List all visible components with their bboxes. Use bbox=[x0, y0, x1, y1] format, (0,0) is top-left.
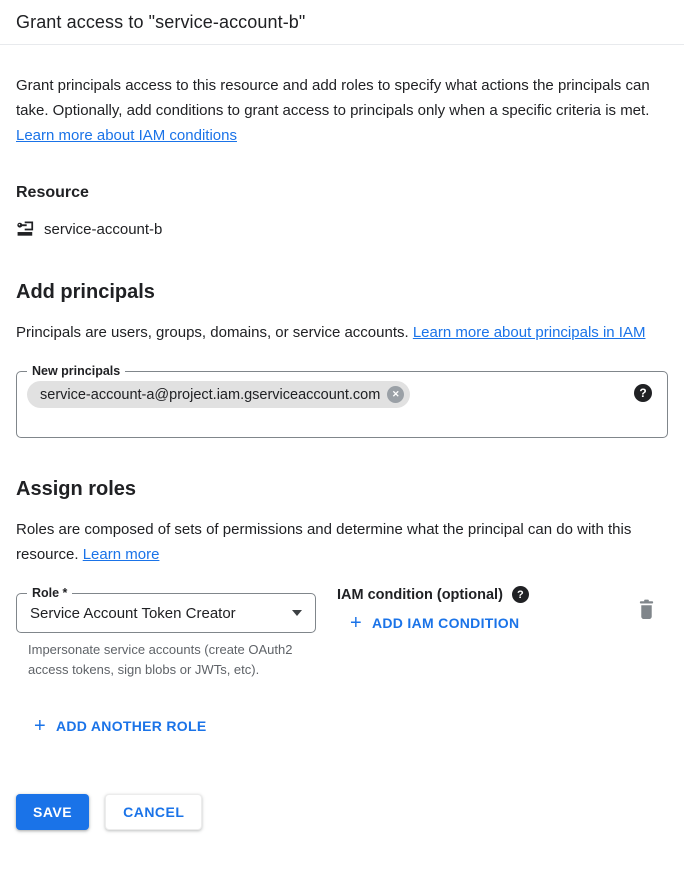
dialog-content bbox=[0, 73, 684, 847]
cancel-button[interactable]: CANCEL bbox=[105, 794, 202, 830]
remove-principal-icon[interactable]: ✕ bbox=[387, 386, 404, 403]
dialog-title: Grant access to "service-account-b" bbox=[16, 11, 306, 32]
principal-chip bbox=[27, 381, 410, 408]
iam-condition-help-icon[interactable]: ? bbox=[512, 586, 529, 603]
learn-more-iam-conditions-link[interactable]: Learn more about IAM conditions bbox=[16, 127, 237, 144]
new-principals-field[interactable] bbox=[16, 364, 668, 438]
add-principals-description-text: Principals are users, groups, domains, or service accounts. bbox=[16, 324, 413, 341]
dialog-description bbox=[16, 73, 668, 148]
principals-help-icon[interactable]: ? bbox=[634, 384, 652, 402]
learn-more-principals-link[interactable]: Learn more about principals in IAM bbox=[412, 324, 646, 341]
dropdown-arrow-icon bbox=[292, 610, 302, 616]
role-select-value: Service Account Token Creator bbox=[30, 604, 236, 622]
assign-roles-description-text: Roles are composed of sets of permissions and determine what the principal can do with this resource. bbox=[16, 521, 632, 563]
principal-chip-value: service-account-a@project.iam.gserviceaccount.com bbox=[40, 386, 381, 403]
role-select[interactable] bbox=[16, 586, 316, 633]
add-iam-condition-button[interactable] bbox=[350, 614, 519, 632]
role-row bbox=[16, 586, 668, 679]
learn-more-roles-link[interactable]: Learn more bbox=[82, 546, 160, 563]
iam-condition-label-row bbox=[337, 586, 529, 603]
plus-icon: + bbox=[350, 612, 362, 634]
delete-role-button[interactable] bbox=[637, 599, 656, 620]
trash-icon bbox=[637, 599, 656, 620]
role-select-label: Role * bbox=[27, 585, 72, 602]
iam-condition-label: IAM condition (optional) bbox=[337, 586, 503, 603]
resource-item bbox=[16, 220, 668, 239]
add-principals-description bbox=[16, 320, 668, 345]
resource-name: service-account-b bbox=[44, 221, 163, 238]
add-another-role-label: ADD ANOTHER ROLE bbox=[55, 718, 207, 734]
service-account-icon bbox=[16, 220, 35, 239]
dialog-description-text: Grant principals access to this resource and add roles to specify what actions the principals can take. Optionally, add conditions to grant access to principals only when a specific criteria is met. bbox=[16, 77, 650, 119]
add-another-role-button[interactable] bbox=[34, 717, 207, 735]
add-iam-condition-label: ADD IAM CONDITION bbox=[371, 615, 520, 631]
dialog-header bbox=[0, 0, 684, 45]
assign-roles-description bbox=[16, 517, 668, 567]
save-button[interactable]: SAVE bbox=[16, 794, 89, 830]
dialog-footer bbox=[16, 794, 668, 830]
role-column bbox=[16, 586, 316, 679]
new-principals-label: New principals bbox=[27, 363, 125, 380]
iam-condition-column bbox=[337, 586, 529, 634]
resource-heading: Resource bbox=[16, 184, 89, 201]
role-helper-text: Impersonate service accounts (create OAuth2 access tokens, sign blobs or JWTs, etc). bbox=[28, 642, 293, 677]
delete-role-column bbox=[637, 593, 656, 625]
plus-icon: + bbox=[34, 715, 46, 737]
assign-roles-heading: Assign roles bbox=[16, 478, 137, 500]
add-principals-heading: Add principals bbox=[16, 281, 155, 303]
